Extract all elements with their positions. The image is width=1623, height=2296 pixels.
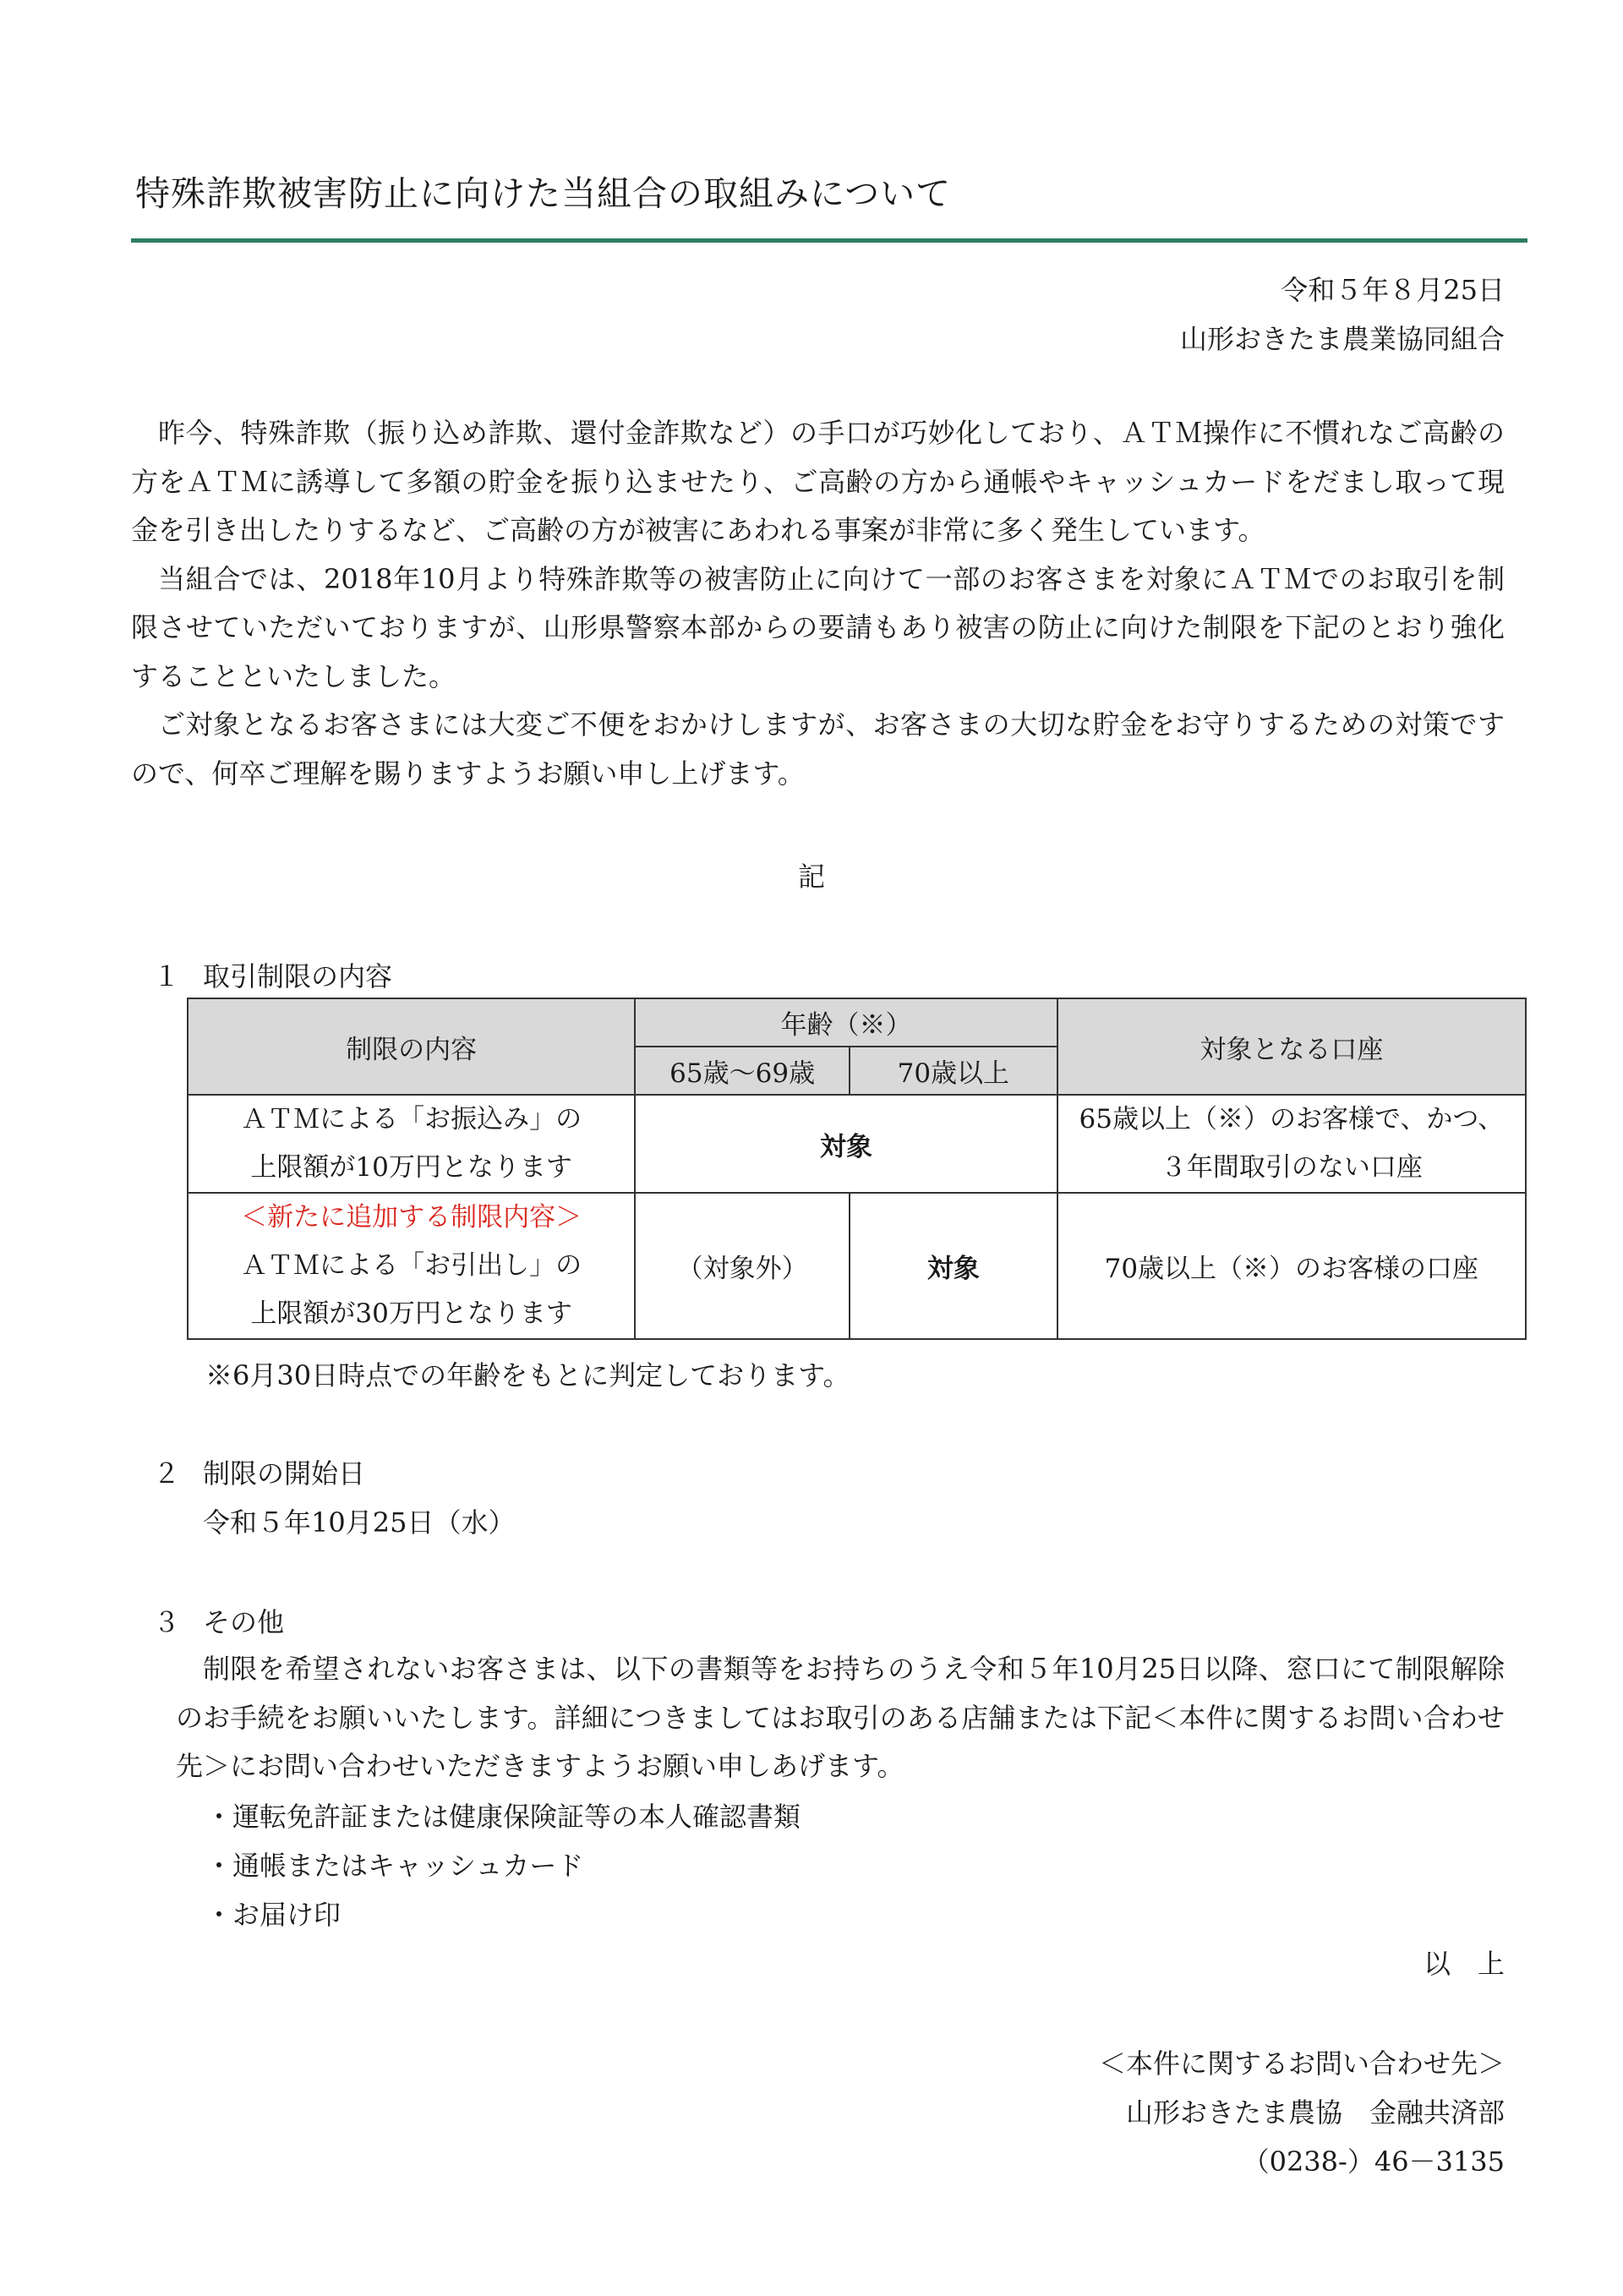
section1-heading: 取引制限の内容: [203, 960, 393, 992]
intro-paragraph-2: 当組合では、2018年10月より特殊詐欺等の被害防止に向けて一部のお客さまを対象にＡＴＭでのお取引を制限させていただいておりますが、山形県警察本部からの要請もあり被害の防止に向けた制限を下記のとおり強化することといたしました。: [131, 562, 1505, 692]
required-item-passbook: ・通帳またはキャッシュカード: [205, 1850, 584, 1882]
section3-number: ３: [153, 1606, 181, 1638]
header-age: 年齢（※）: [635, 998, 1057, 1047]
row2-account: 70歳以上（※）のお客様の口座: [1057, 1193, 1526, 1339]
row1-content-line1: ＡＴＭによる「お振込み」の: [241, 1104, 582, 1134]
contact-heading: ＜本件に関するお問い合わせ先＞: [1098, 2047, 1505, 2080]
row2-content-line1: ＡＴＭによる「お引出し」の: [241, 1250, 582, 1281]
page-title: 特殊詐欺被害防止に向けた当組合の取組みについて: [135, 173, 952, 214]
ki-heading: 記: [797, 861, 825, 893]
title-divider: [131, 238, 1527, 243]
contact-phone: （0238-）46－3135: [1242, 2146, 1505, 2178]
row1-age-both: 対象: [635, 1095, 1057, 1193]
issuer-name: 山形おきたま農業協同組合: [1179, 323, 1505, 355]
row1-account: [1057, 1095, 1526, 1193]
restriction-table: [187, 998, 1527, 1340]
header-age-70-plus: 70歳以上: [850, 1047, 1057, 1095]
header-age-65-69: 65歳～69歳: [635, 1047, 850, 1095]
section3-text-block: [176, 1645, 1505, 1791]
closing-mark: 以 上: [1423, 1948, 1505, 1980]
section3-text: 制限を希望されないお客さまは、以下の書類等をお持ちのうえ令和５年10月25日以降、窓口にて制限解除のお手続をお願いいたします。詳細につきましてはお取引のある店舗または下記＜本件に関するお問い合わせ先＞にお問い合わせいただきますようお願い申しあげます。: [176, 1653, 1505, 1782]
row1-account-line2: ３年間取引のない口座: [1160, 1152, 1423, 1183]
header-restriction: 制限の内容: [188, 998, 635, 1095]
row2-content-line2: 上限額が30万円となります: [250, 1298, 572, 1329]
intro-text: [131, 409, 1505, 798]
section2-heading: 制限の開始日: [203, 1457, 366, 1490]
row1-content-line2: 上限額が10万円となります: [250, 1152, 572, 1183]
row2-content: [188, 1193, 635, 1339]
required-item-seal: ・お届け印: [205, 1899, 342, 1931]
header-account: 対象となる口座: [1057, 998, 1526, 1095]
document-date: 令和５年８月25日: [1281, 274, 1505, 306]
contact-department: 山形おきたま農協 金融共済部: [1125, 2096, 1505, 2129]
intro-paragraph-1: 昨今、特殊詐欺（振り込め詐欺、還付金詐欺など）の手口が巧妙化しており、ＡＴＭ操作に不慣れなご高齢の方をＡＴＭに誘導して多額の貯金を振り込ませたり、ご高齢の方から通帳やキャッシュカードをだまし取って現金を引き出したりするなど、ご高齢の方が被害にあわれる事案が非常に多く発生しています。: [131, 417, 1505, 546]
start-date: 令和５年10月25日（水）: [203, 1506, 516, 1539]
required-item-id: ・運転免許証または健康保険証等の本人確認書類: [205, 1801, 801, 1833]
intro-paragraph-3: ご対象となるお客さまには大変ご不便をおかけしますが、お客さまの大切な貯金をお守りするための対策ですので、何卒ご理解を賜りますようお願い申し上げます。: [131, 708, 1505, 790]
section3-heading: その他: [203, 1606, 285, 1638]
row1-content: [188, 1095, 635, 1193]
age-note: ※6月30日時点での年齢をもとに判定しております。: [205, 1359, 850, 1391]
row2-age-65-69: （対象外）: [635, 1193, 850, 1339]
section2-number: ２: [153, 1457, 181, 1490]
row2-age-70-plus: 対象: [850, 1193, 1057, 1339]
row1-account-line1: 65歳以上（※）のお客様で、かつ、: [1079, 1104, 1505, 1134]
row2-new-label: ＜新たに追加する制限内容＞: [241, 1202, 582, 1233]
section1-number: １: [153, 960, 181, 992]
